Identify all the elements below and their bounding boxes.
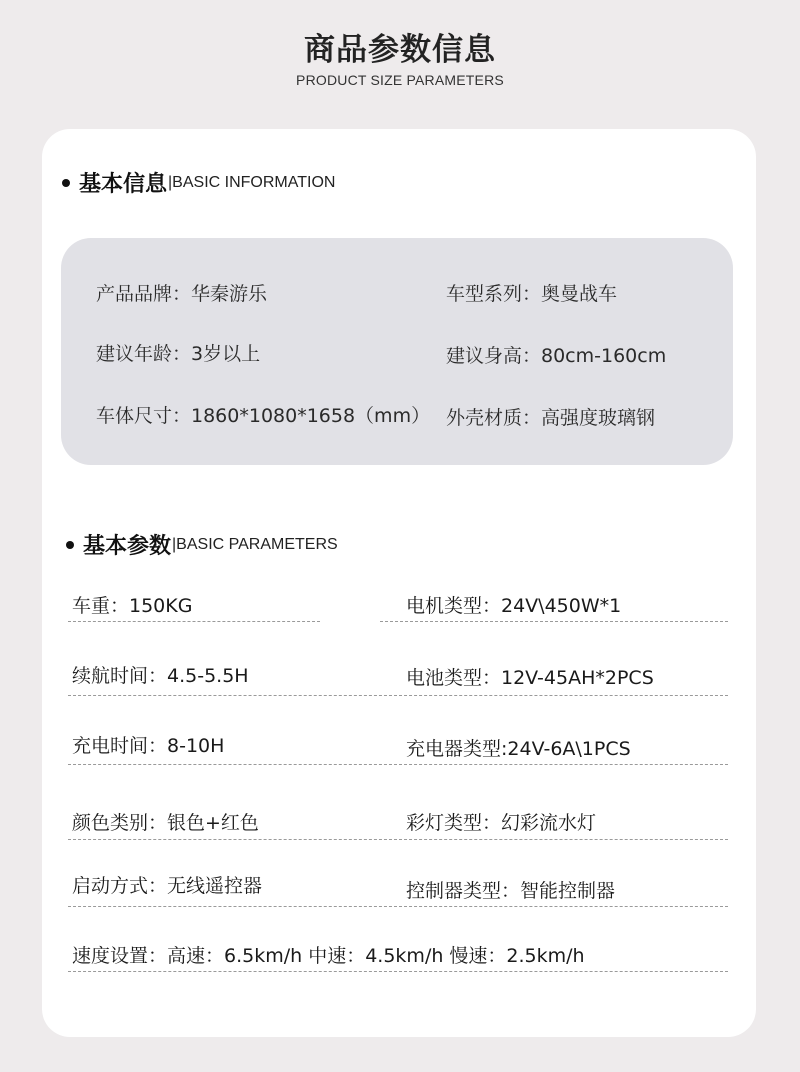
info-brand: 产品品牌：华秦游乐 (96, 283, 268, 305)
param-start: 启动方式：无线遥控器 (72, 875, 263, 897)
basic-info-title-en: |BASIC INFORMATION (168, 173, 336, 191)
basic-params-heading (66, 529, 338, 560)
row-divider (380, 621, 728, 622)
basic-info-box (61, 238, 733, 465)
info-series: 车型系列：奥曼战车 (446, 283, 618, 305)
row-divider (68, 764, 728, 765)
param-color: 颜色类别：银色+红色 (72, 812, 259, 834)
param-speed: 速度设置：高速：6.5km/h 中速：4.5km/h 慢速：2.5km/h (72, 945, 585, 967)
basic-info-heading (62, 167, 335, 198)
info-age: 建议年龄：3岁以上 (96, 343, 261, 365)
row-divider (68, 621, 320, 622)
info-size: 车体尺寸：1860*1080*1658（mm） (96, 405, 431, 427)
bullet-dot-icon (66, 541, 74, 549)
param-battery: 电池类型：12V-45AH*2PCS (406, 667, 654, 689)
param-runtime: 续航时间：4.5-5.5H (72, 665, 249, 687)
info-height: 建议身高：80cm-160cm (446, 345, 667, 367)
row-divider (68, 906, 728, 907)
page-header (0, 30, 800, 88)
parameters-card (42, 129, 756, 1037)
param-motor: 电机类型：24V\450W*1 (406, 595, 622, 617)
row-divider (68, 839, 728, 840)
param-charger: 充电器类型:24V-6A\1PCS (406, 738, 631, 760)
param-weight: 车重：150KG (72, 595, 193, 617)
row-divider (68, 971, 728, 972)
page-subtitle: PRODUCT SIZE PARAMETERS (296, 72, 504, 88)
param-controller: 控制器类型：智能控制器 (406, 880, 616, 902)
basic-params-title-zh: 基本参数 (83, 534, 172, 559)
bullet-dot-icon (62, 179, 70, 187)
info-material: 外壳材质：高强度玻璃钢 (446, 407, 656, 429)
param-charge-time: 充电时间：8-10H (72, 735, 225, 757)
basic-info-title-zh: 基本信息 (79, 172, 168, 197)
row-divider (68, 695, 728, 696)
basic-params-title-en: |BASIC PARAMETERS (172, 535, 338, 553)
param-lights: 彩灯类型：幻彩流水灯 (406, 812, 597, 834)
page-title: 商品参数信息 (304, 32, 496, 68)
